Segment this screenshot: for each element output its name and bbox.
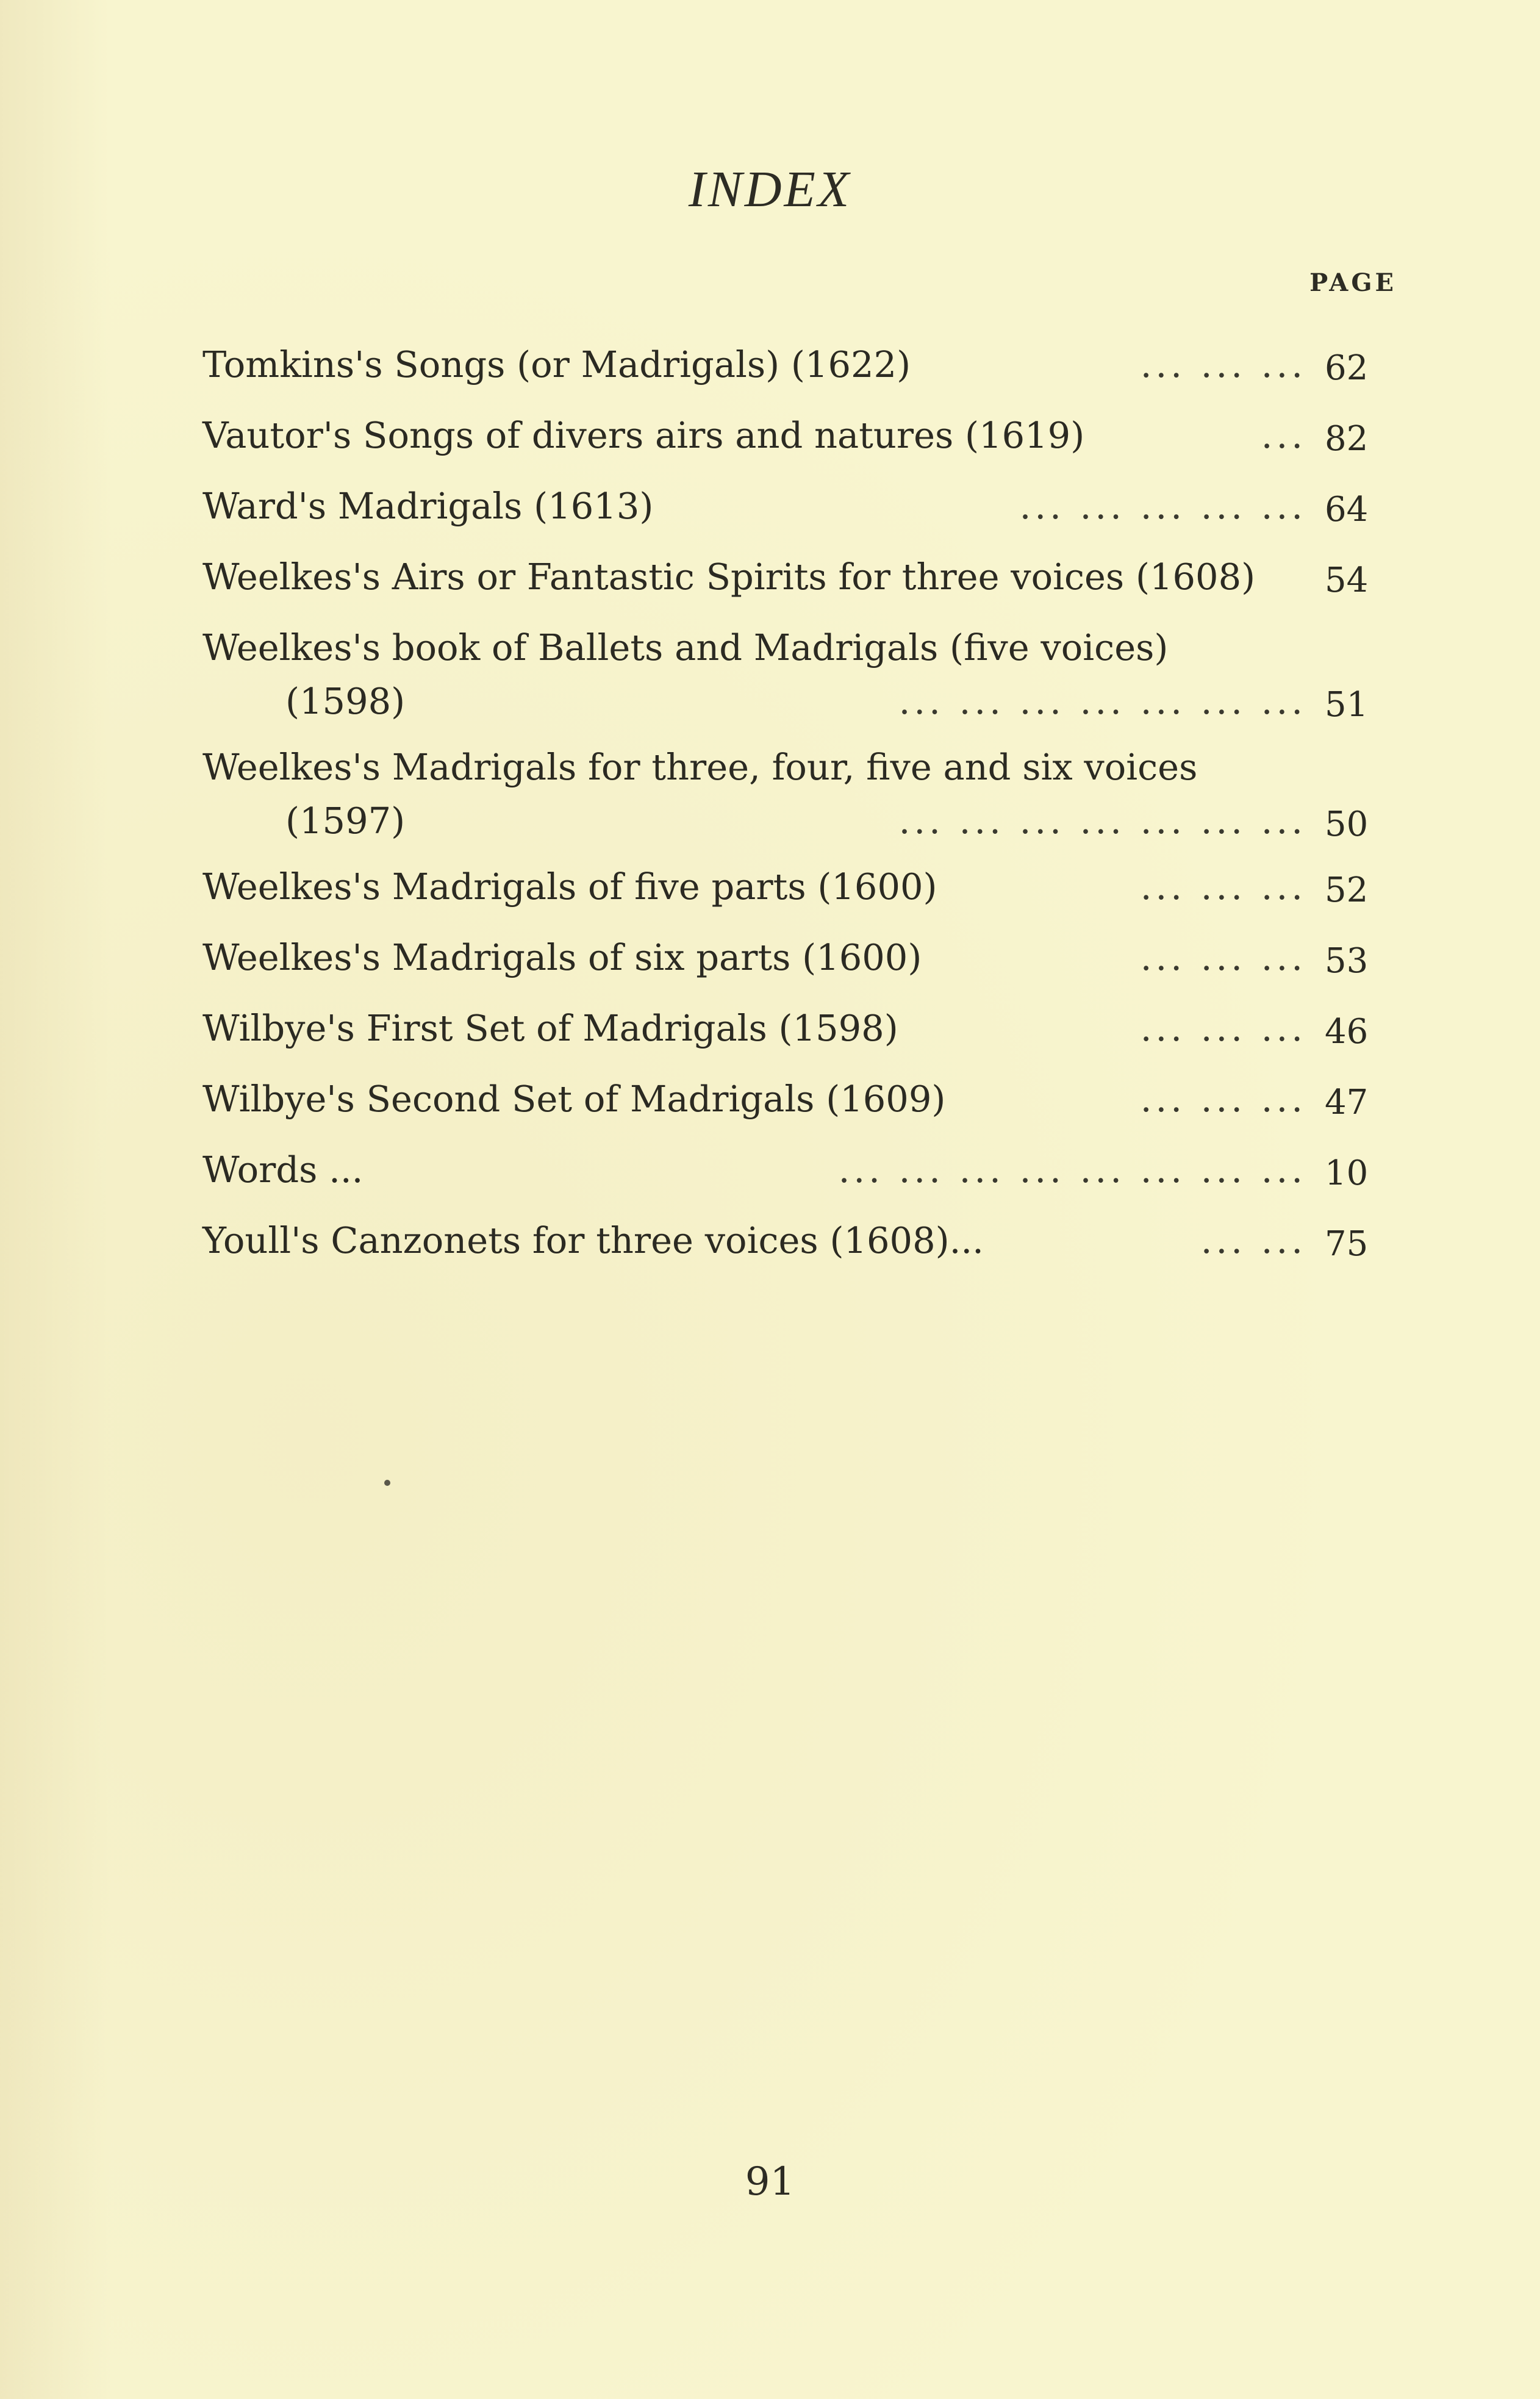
entry-page-number: 75	[1325, 1224, 1369, 1264]
entry-title: Words ...	[202, 1149, 364, 1191]
entry-title: Youll's Canzonets for three voices (1608)...	[202, 1219, 984, 1261]
paper-speck	[384, 1480, 390, 1486]
entry-title: Wilbye's First Set of Madrigals (1598)	[202, 1007, 898, 1049]
index-entry	[202, 334, 1380, 405]
dot-leader: ... ... ...	[1140, 1007, 1306, 1049]
page-column-label: PAGE	[1309, 268, 1397, 297]
entry-title: Weelkes's Madrigals for three, four, five and six voices	[202, 746, 1198, 788]
entry-title: Weelkes's Madrigals of five parts (1600)	[202, 866, 937, 908]
dot-leader: ...	[1261, 414, 1306, 456]
dot-leader: ... ...	[1200, 1219, 1306, 1261]
index-entry	[202, 617, 1380, 737]
entry-page-number: 52	[1325, 870, 1369, 910]
index-entry	[202, 1139, 1380, 1210]
index-entry	[202, 1069, 1380, 1139]
dot-leader: ... ... ...	[1140, 866, 1306, 908]
entry-page-number: 62	[1325, 348, 1369, 388]
entry-page-number: 64	[1325, 490, 1369, 529]
page-folio-number: 91	[745, 2159, 795, 2204]
entry-page-number: 82	[1325, 419, 1369, 459]
entry-page-number: 51	[1325, 685, 1369, 725]
index-entry	[202, 856, 1380, 927]
dot-leader: ... ... ... ... ... ... ...	[898, 800, 1306, 842]
entry-title: Weelkes's Madrigals of six parts (1600)	[202, 936, 922, 978]
index-entry	[202, 998, 1380, 1069]
index-entry	[202, 737, 1380, 856]
entry-page-number: 54	[1325, 561, 1369, 600]
index-entries	[202, 334, 1380, 1281]
entry-page-number: 10	[1325, 1153, 1369, 1193]
index-entry	[202, 476, 1380, 547]
index-entry	[202, 405, 1380, 476]
entry-title: Wilbye's Second Set of Madrigals (1609)	[202, 1078, 946, 1120]
dot-leader: ... ... ... ... ... ... ...	[898, 680, 1306, 722]
entry-page-number: 46	[1325, 1012, 1369, 1052]
entry-title: Tomkins's Songs (or Madrigals) (1622)	[202, 343, 911, 385]
entry-title: Weelkes's book of Ballets and Madrigals (five voices)	[202, 626, 1169, 669]
dot-leader: ... ... ...	[1140, 1078, 1306, 1120]
index-entry	[202, 927, 1380, 998]
entry-page-number: 50	[1325, 805, 1369, 844]
entry-title: Vautor's Songs of divers airs and natures (1619)	[202, 414, 1085, 456]
index-entry	[202, 547, 1380, 617]
entry-title: Weelkes's Airs or Fantastic Spirits for three voices (1608)	[202, 556, 1256, 598]
dot-leader: ... ... ...	[1140, 343, 1306, 385]
index-entry	[202, 1210, 1380, 1281]
dot-leader: ... ... ... ... ... ... ... ...	[838, 1149, 1306, 1191]
entry-title-continuation: (1598)	[285, 680, 406, 722]
entry-title-continuation: (1597)	[285, 800, 406, 842]
dot-leader: ... ... ... ... ...	[1019, 485, 1306, 527]
entry-page-number: 53	[1325, 941, 1369, 981]
page-title: INDEX	[688, 161, 852, 218]
entry-title: Ward's Madrigals (1613)	[202, 485, 654, 527]
entry-page-number: 47	[1325, 1083, 1369, 1122]
dot-leader: ... ... ...	[1140, 936, 1306, 978]
